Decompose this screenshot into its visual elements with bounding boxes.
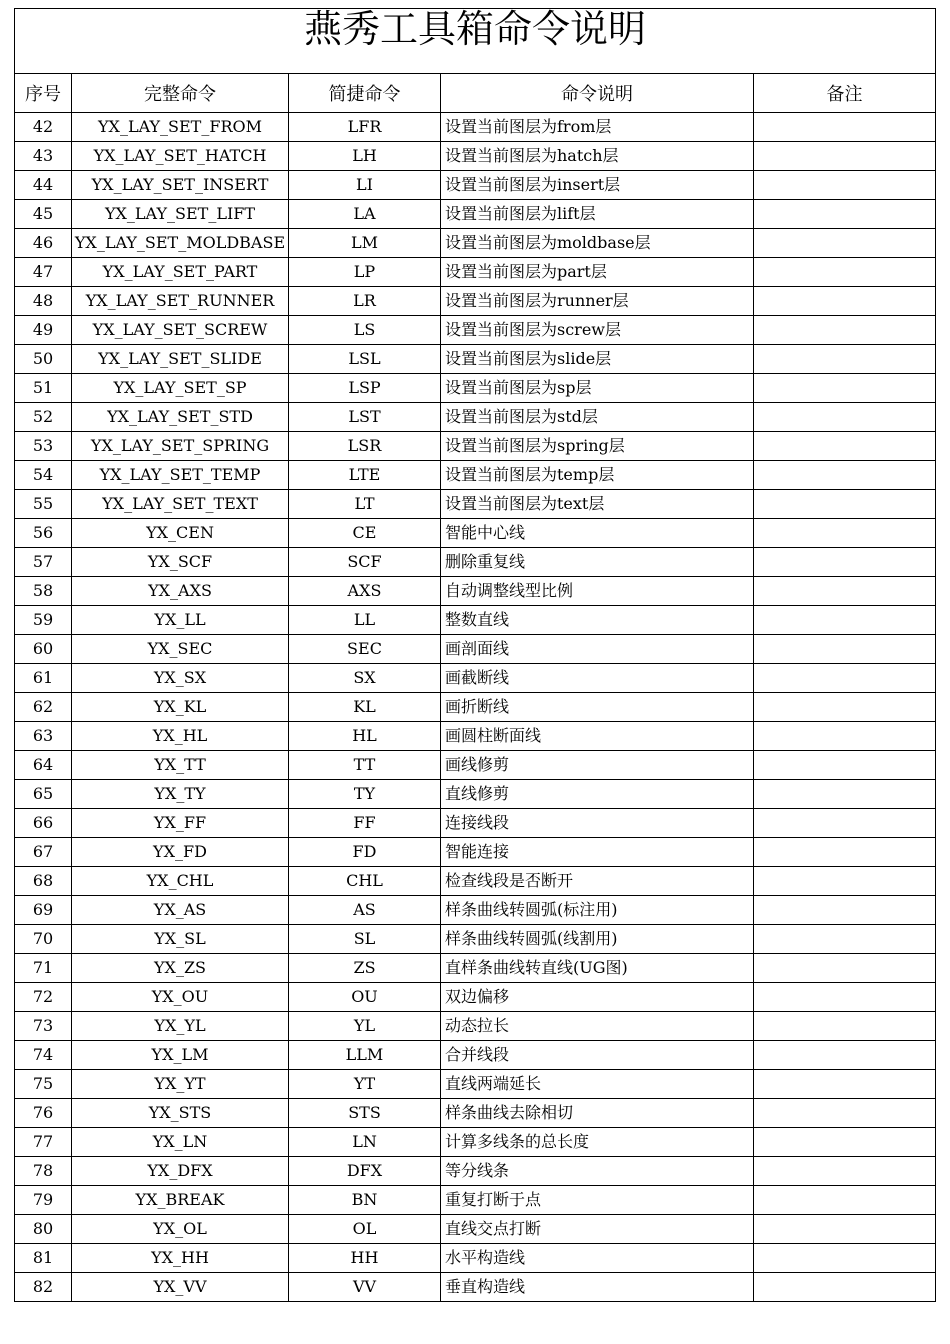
cell-index: 78 (15, 1157, 72, 1186)
table-row (15, 490, 936, 519)
table-row (15, 1157, 936, 1186)
cell-short-command: LR (289, 287, 441, 316)
cell-full-command: YX_LAY_SET_RUNNER (72, 287, 289, 316)
cell-remark (754, 519, 936, 548)
table-row (15, 229, 936, 258)
cell-description: 设置当前图层为from层 (441, 113, 754, 142)
sheet-title: 燕秀工具箱命令说明 (15, 9, 936, 74)
cell-full-command: YX_OL (72, 1215, 289, 1244)
cell-short-command: SX (289, 664, 441, 693)
cell-full-command: YX_AS (72, 896, 289, 925)
cell-index: 56 (15, 519, 72, 548)
cell-short-command: FF (289, 809, 441, 838)
cell-description: 计算多线条的总长度 (441, 1128, 754, 1157)
cell-index: 61 (15, 664, 72, 693)
cell-description: 设置当前图层为spring层 (441, 432, 754, 461)
cell-index: 67 (15, 838, 72, 867)
cell-full-command: YX_STS (72, 1099, 289, 1128)
cell-full-command: YX_KL (72, 693, 289, 722)
cell-remark (754, 1186, 936, 1215)
cell-full-command: YX_HH (72, 1244, 289, 1273)
cell-full-command: YX_LAY_SET_TEXT (72, 490, 289, 519)
cell-index: 80 (15, 1215, 72, 1244)
cell-full-command: YX_DFX (72, 1157, 289, 1186)
cell-short-command: DFX (289, 1157, 441, 1186)
cell-description: 设置当前图层为text层 (441, 490, 754, 519)
cell-short-command: LST (289, 403, 441, 432)
cell-index: 65 (15, 780, 72, 809)
cell-short-command: LT (289, 490, 441, 519)
cell-description: 合并线段 (441, 1041, 754, 1070)
cell-full-command: YX_LAY_SET_PART (72, 258, 289, 287)
cell-remark (754, 954, 936, 983)
cell-short-command: SEC (289, 635, 441, 664)
cell-full-command: YX_LAY_SET_HATCH (72, 142, 289, 171)
cell-short-command: LM (289, 229, 441, 258)
table-row (15, 635, 936, 664)
cell-short-command: AS (289, 896, 441, 925)
cell-description: 删除重复线 (441, 548, 754, 577)
cell-short-command: YL (289, 1012, 441, 1041)
header-short-command: 简捷命令 (289, 74, 441, 113)
cell-remark (754, 1128, 936, 1157)
cell-remark (754, 693, 936, 722)
cell-short-command: LTE (289, 461, 441, 490)
cell-full-command: YX_LM (72, 1041, 289, 1070)
cell-index: 59 (15, 606, 72, 635)
cell-full-command: YX_ZS (72, 954, 289, 983)
cell-index: 45 (15, 200, 72, 229)
cell-full-command: YX_LN (72, 1128, 289, 1157)
cell-description: 设置当前图层为slide层 (441, 345, 754, 374)
cell-index: 81 (15, 1244, 72, 1273)
cell-full-command: YX_CEN (72, 519, 289, 548)
cell-index: 68 (15, 867, 72, 896)
cell-short-command: OL (289, 1215, 441, 1244)
table-row (15, 925, 936, 954)
header-remark: 备注 (754, 74, 936, 113)
table-row (15, 838, 936, 867)
command-sheet (14, 8, 935, 1302)
table-row (15, 1099, 936, 1128)
table-row (15, 1186, 936, 1215)
cell-full-command: YX_AXS (72, 577, 289, 606)
cell-full-command: YX_YT (72, 1070, 289, 1099)
table-row (15, 1041, 936, 1070)
cell-full-command: YX_LAY_SET_SPRING (72, 432, 289, 461)
table-row (15, 461, 936, 490)
cell-description: 设置当前图层为std层 (441, 403, 754, 432)
cell-description: 设置当前图层为temp层 (441, 461, 754, 490)
table-row (15, 1070, 936, 1099)
cell-short-command: FD (289, 838, 441, 867)
cell-short-command: LSL (289, 345, 441, 374)
cell-remark (754, 490, 936, 519)
cell-index: 51 (15, 374, 72, 403)
table-row (15, 200, 936, 229)
cell-description: 设置当前图层为sp层 (441, 374, 754, 403)
cell-remark (754, 287, 936, 316)
cell-remark (754, 403, 936, 432)
table-row (15, 432, 936, 461)
table-row (15, 287, 936, 316)
cell-index: 82 (15, 1273, 72, 1302)
cell-index: 54 (15, 461, 72, 490)
cell-full-command: YX_LAY_SET_SCREW (72, 316, 289, 345)
cell-description: 垂直构造线 (441, 1273, 754, 1302)
cell-short-command: LP (289, 258, 441, 287)
cell-remark (754, 171, 936, 200)
cell-index: 71 (15, 954, 72, 983)
cell-description: 设置当前图层为hatch层 (441, 142, 754, 171)
cell-full-command: YX_LAY_SET_FROM (72, 113, 289, 142)
cell-full-command: YX_OU (72, 983, 289, 1012)
cell-index: 62 (15, 693, 72, 722)
cell-full-command: YX_LAY_SET_LIFT (72, 200, 289, 229)
cell-full-command: YX_FF (72, 809, 289, 838)
cell-full-command: YX_LL (72, 606, 289, 635)
cell-index: 75 (15, 1070, 72, 1099)
cell-short-command: LL (289, 606, 441, 635)
cell-description: 直样条曲线转直线(UG图) (441, 954, 754, 983)
table-row (15, 113, 936, 142)
cell-remark (754, 664, 936, 693)
cell-description: 画截断线 (441, 664, 754, 693)
cell-remark (754, 606, 936, 635)
cell-remark (754, 548, 936, 577)
cell-remark (754, 316, 936, 345)
cell-remark (754, 258, 936, 287)
cell-short-command: CE (289, 519, 441, 548)
cell-remark (754, 1157, 936, 1186)
cell-remark (754, 1041, 936, 1070)
cell-description: 动态拉长 (441, 1012, 754, 1041)
cell-index: 49 (15, 316, 72, 345)
cell-description: 画折断线 (441, 693, 754, 722)
cell-full-command: YX_YL (72, 1012, 289, 1041)
table-row (15, 809, 936, 838)
cell-index: 50 (15, 345, 72, 374)
cell-short-command: LLM (289, 1041, 441, 1070)
cell-full-command: YX_SCF (72, 548, 289, 577)
cell-short-command: LS (289, 316, 441, 345)
cell-remark (754, 983, 936, 1012)
cell-remark (754, 374, 936, 403)
cell-remark (754, 142, 936, 171)
table-row (15, 548, 936, 577)
table-row (15, 258, 936, 287)
cell-short-command: LH (289, 142, 441, 171)
cell-description: 设置当前图层为lift层 (441, 200, 754, 229)
table-row (15, 954, 936, 983)
cell-description: 设置当前图层为part层 (441, 258, 754, 287)
command-table (14, 8, 936, 1302)
table-row (15, 577, 936, 606)
cell-description: 设置当前图层为insert层 (441, 171, 754, 200)
cell-index: 60 (15, 635, 72, 664)
cell-short-command: LFR (289, 113, 441, 142)
cell-index: 66 (15, 809, 72, 838)
cell-full-command: YX_SEC (72, 635, 289, 664)
header-index: 序号 (15, 74, 72, 113)
table-row (15, 316, 936, 345)
cell-remark (754, 577, 936, 606)
cell-short-command: BN (289, 1186, 441, 1215)
cell-index: 64 (15, 751, 72, 780)
cell-short-command: HL (289, 722, 441, 751)
cell-short-command: LSP (289, 374, 441, 403)
cell-short-command: CHL (289, 867, 441, 896)
cell-index: 73 (15, 1012, 72, 1041)
cell-full-command: YX_FD (72, 838, 289, 867)
cell-remark (754, 1215, 936, 1244)
cell-description: 直线交点打断 (441, 1215, 754, 1244)
table-row (15, 606, 936, 635)
cell-remark (754, 1244, 936, 1273)
cell-index: 43 (15, 142, 72, 171)
cell-index: 55 (15, 490, 72, 519)
table-row (15, 664, 936, 693)
cell-remark (754, 432, 936, 461)
cell-remark (754, 751, 936, 780)
header-description: 命令说明 (441, 74, 754, 113)
cell-index: 46 (15, 229, 72, 258)
cell-short-command: OU (289, 983, 441, 1012)
cell-full-command: YX_SX (72, 664, 289, 693)
table-row (15, 896, 936, 925)
cell-index: 53 (15, 432, 72, 461)
cell-index: 77 (15, 1128, 72, 1157)
cell-index: 44 (15, 171, 72, 200)
cell-description: 直线修剪 (441, 780, 754, 809)
cell-short-command: SL (289, 925, 441, 954)
cell-remark (754, 896, 936, 925)
cell-full-command: YX_SL (72, 925, 289, 954)
cell-description: 样条曲线去除相切 (441, 1099, 754, 1128)
cell-index: 70 (15, 925, 72, 954)
table-row (15, 983, 936, 1012)
cell-description: 画圆柱断面线 (441, 722, 754, 751)
cell-remark (754, 925, 936, 954)
cell-short-command: ZS (289, 954, 441, 983)
cell-full-command: YX_LAY_SET_SP (72, 374, 289, 403)
cell-index: 79 (15, 1186, 72, 1215)
cell-description: 样条曲线转圆弧(标注用) (441, 896, 754, 925)
cell-index: 76 (15, 1099, 72, 1128)
cell-remark (754, 1012, 936, 1041)
cell-description: 检查线段是否断开 (441, 867, 754, 896)
cell-full-command: YX_HL (72, 722, 289, 751)
table-row (15, 1128, 936, 1157)
table-row (15, 142, 936, 171)
cell-short-command: LI (289, 171, 441, 200)
table-row (15, 867, 936, 896)
cell-short-command: HH (289, 1244, 441, 1273)
cell-short-command: LN (289, 1128, 441, 1157)
cell-full-command: YX_BREAK (72, 1186, 289, 1215)
cell-full-command: YX_TT (72, 751, 289, 780)
cell-index: 48 (15, 287, 72, 316)
cell-description: 重复打断于点 (441, 1186, 754, 1215)
cell-index: 72 (15, 983, 72, 1012)
cell-short-command: TT (289, 751, 441, 780)
cell-full-command: YX_TY (72, 780, 289, 809)
cell-remark (754, 1070, 936, 1099)
cell-short-command: YT (289, 1070, 441, 1099)
table-row (15, 374, 936, 403)
table-row (15, 1244, 936, 1273)
cell-full-command: YX_LAY_SET_TEMP (72, 461, 289, 490)
cell-short-command: LA (289, 200, 441, 229)
cell-full-command: YX_LAY_SET_MOLDBASE (72, 229, 289, 258)
cell-short-command: LSR (289, 432, 441, 461)
cell-description: 水平构造线 (441, 1244, 754, 1273)
table-row (15, 1215, 936, 1244)
cell-remark (754, 780, 936, 809)
cell-remark (754, 809, 936, 838)
cell-description: 画线修剪 (441, 751, 754, 780)
cell-description: 样条曲线转圆弧(线割用) (441, 925, 754, 954)
table-row (15, 171, 936, 200)
cell-description: 自动调整线型比例 (441, 577, 754, 606)
cell-remark (754, 635, 936, 664)
cell-remark (754, 838, 936, 867)
cell-index: 57 (15, 548, 72, 577)
cell-index: 42 (15, 113, 72, 142)
cell-full-command: YX_CHL (72, 867, 289, 896)
cell-index: 69 (15, 896, 72, 925)
cell-short-command: VV (289, 1273, 441, 1302)
cell-remark (754, 722, 936, 751)
cell-full-command: YX_LAY_SET_STD (72, 403, 289, 432)
cell-remark (754, 345, 936, 374)
table-row (15, 1012, 936, 1041)
cell-short-command: SCF (289, 548, 441, 577)
cell-index: 47 (15, 258, 72, 287)
table-row (15, 722, 936, 751)
cell-index: 63 (15, 722, 72, 751)
header-full-command: 完整命令 (72, 74, 289, 113)
cell-description: 整数直线 (441, 606, 754, 635)
cell-description: 设置当前图层为moldbase层 (441, 229, 754, 258)
cell-full-command: YX_LAY_SET_INSERT (72, 171, 289, 200)
cell-remark (754, 867, 936, 896)
cell-remark (754, 229, 936, 258)
header-row (15, 74, 936, 113)
cell-description: 等分线条 (441, 1157, 754, 1186)
cell-description: 双边偏移 (441, 983, 754, 1012)
cell-remark (754, 1273, 936, 1302)
cell-remark (754, 461, 936, 490)
cell-description: 连接线段 (441, 809, 754, 838)
cell-index: 52 (15, 403, 72, 432)
cell-remark (754, 113, 936, 142)
cell-short-command: AXS (289, 577, 441, 606)
cell-description: 智能连接 (441, 838, 754, 867)
cell-index: 74 (15, 1041, 72, 1070)
cell-description: 智能中心线 (441, 519, 754, 548)
table-row (15, 345, 936, 374)
table-row (15, 780, 936, 809)
cell-description: 画剖面线 (441, 635, 754, 664)
table-row (15, 751, 936, 780)
cell-short-command: KL (289, 693, 441, 722)
cell-full-command: YX_VV (72, 1273, 289, 1302)
table-row (15, 693, 936, 722)
cell-full-command: YX_LAY_SET_SLIDE (72, 345, 289, 374)
cell-short-command: TY (289, 780, 441, 809)
cell-description: 设置当前图层为screw层 (441, 316, 754, 345)
cell-index: 58 (15, 577, 72, 606)
table-row (15, 1273, 936, 1302)
cell-remark (754, 1099, 936, 1128)
cell-remark (754, 200, 936, 229)
table-row (15, 519, 936, 548)
table-row (15, 403, 936, 432)
cell-short-command: STS (289, 1099, 441, 1128)
cell-description: 设置当前图层为runner层 (441, 287, 754, 316)
cell-description: 直线两端延长 (441, 1070, 754, 1099)
